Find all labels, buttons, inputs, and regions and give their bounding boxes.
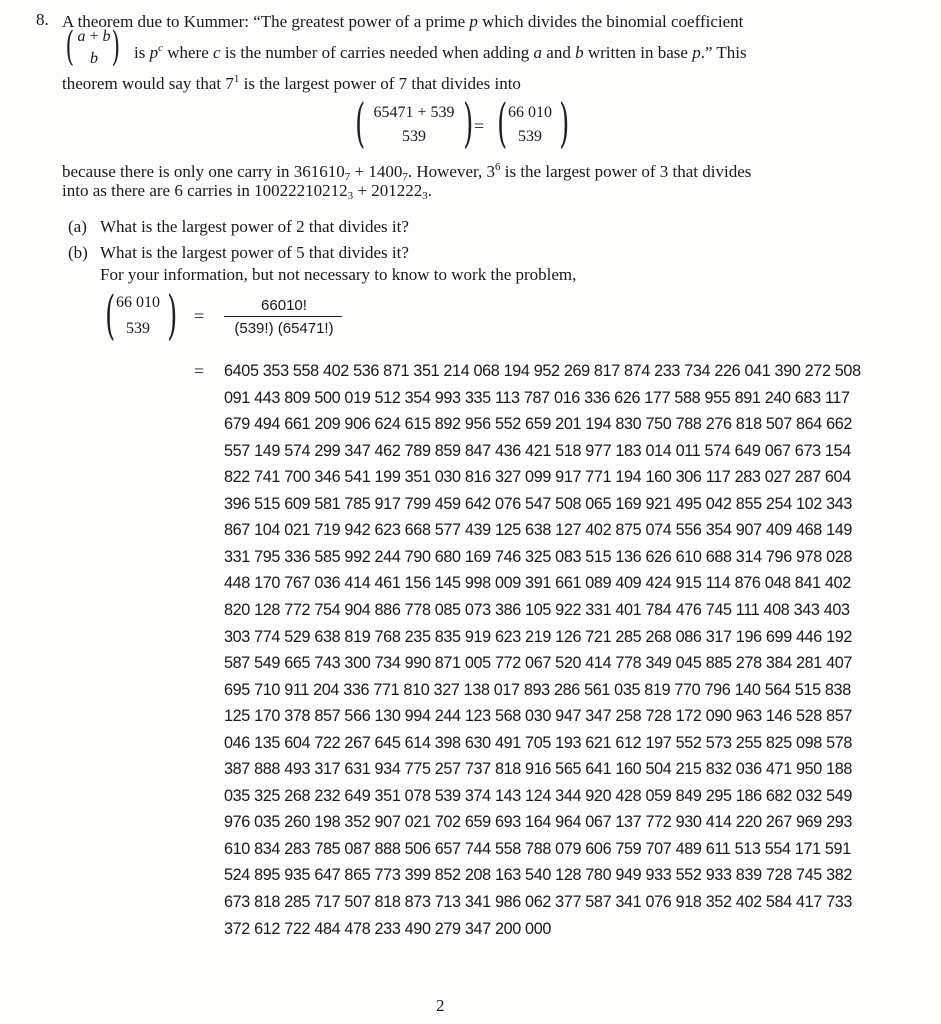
digit-row: 695 710 911 204 336 771 810 327 138 017 893 286 561 035 819 770 796 140 564 515 838 (224, 680, 851, 699)
display-equation: ( 65471 + 539 539 ) = ( 66 010 539 ) (355, 94, 570, 154)
because-line-2: into as there are 6 carries in $10022210212_3 + 201222_3$. (62, 181, 432, 202)
digit-row: 976 035 260 198 352 907 021 702 659 693 164 964 067 137 772 930 414 220 267 969 293 (224, 813, 853, 832)
intro-line-2: is $p^c$ where c is the number of carries needed when adding a and b written in base p.” This (134, 42, 747, 62)
because-line-1: because there is only one carry in $361610_7 + 1400_7$. However, $3^6$ is the largest power of 3 that divides (62, 161, 752, 183)
digit-row: 557 149 574 299 347 462 789 859 847 436 421 518 977 183 014 011 574 649 067 673 154 (224, 441, 851, 460)
part-a-text: What is the largest power of 2 that divides it? (100, 217, 409, 236)
digit-row: 091 443 809 500 019 512 354 993 335 113 787 016 336 626 177 588 955 891 240 683 117 (224, 388, 850, 407)
digits-equals: = (194, 361, 205, 381)
display-binom1-top: 65471 + 539 (373, 104, 455, 121)
part-b-label: (b) (68, 243, 88, 262)
display-equals: = (474, 116, 485, 136)
intro-line-3: theorem would say that $7^1$ is the largest power of 7 that divides into (62, 73, 521, 93)
part-a-label: (a) (68, 217, 87, 236)
fraction-denominator: (539!) (65471!) (234, 320, 334, 337)
digit-row: 125 170 378 857 566 130 994 244 123 568 030 947 347 258 728 172 090 963 146 528 857 (224, 707, 853, 726)
digit-row: 587 549 665 743 300 734 990 871 005 772 067 520 414 778 349 045 885 278 384 281 407 (224, 654, 853, 673)
fraction-equals: = (194, 306, 205, 326)
digit-row: 867 104 021 719 942 623 668 577 439 125 638 127 402 875 074 556 354 907 409 468 149 (224, 521, 853, 540)
digit-row: 673 818 285 717 507 818 873 713 341 986 062 377 587 341 076 918 352 402 584 417 733 (224, 893, 853, 911)
digit-row: 046 135 604 722 267 645 614 398 630 491 705 193 621 612 197 552 573 255 825 098 578 (224, 733, 853, 752)
digit-row: 610 834 283 785 087 888 506 657 744 558 788 079 606 759 707 489 611 513 554 171 591 (224, 839, 851, 858)
inline-binomial: ( a + b b ) (65, 24, 121, 70)
digit-row: 822 741 700 346 541 199 351 030 816 327 099 917 771 194 160 306 117 283 027 287 604 (224, 468, 851, 487)
part-b-text: What is the largest power of 5 that divides it? (100, 243, 409, 262)
digit-row: 524 895 935 647 865 773 399 852 208 163 540 128 780 949 933 552 933 839 728 745 382 (224, 866, 853, 885)
display-binom2-top: 66 010 (508, 104, 552, 121)
eq-binom-bottom: 539 (126, 320, 150, 337)
digit-row: 448 170 767 036 414 461 156 145 998 009 391 661 089 409 424 915 114 876 048 841 402 (224, 574, 851, 593)
digit-row: 035 325 268 232 649 351 078 539 374 143 124 344 920 428 059 849 295 186 682 032 549 (224, 786, 853, 805)
page-number: 2 (436, 996, 445, 1015)
fraction-equation: ( 66 010 539 ) = 66010! (539!) (65471!) (100, 292, 360, 346)
digit-row: 303 774 529 638 819 768 235 835 919 623 219 126 721 285 268 086 317 196 699 446 192 (224, 627, 853, 646)
digit-row: 387 888 493 317 631 934 775 257 737 818 916 565 641 160 504 215 832 036 471 950 188 (224, 760, 853, 779)
digit-row: 6405 353 558 402 536 871 351 214 068 194 952 269 817 874 233 734 226 041 390 272 508 (224, 362, 861, 380)
eq-binom-top: 66 010 (116, 294, 160, 311)
digit-row: 679 494 661 209 906 624 615 892 956 552 659 201 194 830 750 788 276 818 507 864 662 (224, 415, 853, 434)
intro-line-1: A theorem due to Kummer: “The greatest power of a prime p which divides the binomial coefficient (62, 12, 744, 31)
info-line: For your information, but not necessary to know to work the problem, (100, 265, 577, 284)
digit-row: 396 515 609 581 785 917 799 459 642 076 547 508 065 169 921 495 042 855 254 102 343 (224, 494, 853, 513)
display-binom2-bottom: 539 (518, 128, 542, 145)
digit-row: 820 128 772 754 904 886 778 085 073 386 105 922 331 401 784 476 745 111 408 343 403 (224, 600, 850, 619)
digit-row: 372 612 722 484 478 233 490 279 347 200 000 (224, 919, 552, 938)
digit-row: 331 795 336 585 992 244 790 680 169 746 325 083 515 136 626 610 688 314 796 978 028 (224, 547, 853, 566)
display-binom1-bottom: 539 (402, 128, 426, 145)
problem-number: 8. (36, 10, 49, 29)
fraction-numerator: 66010! (261, 297, 307, 314)
inline-binom-top: a + b (77, 28, 111, 45)
inline-binom-bottom: b (90, 50, 98, 67)
